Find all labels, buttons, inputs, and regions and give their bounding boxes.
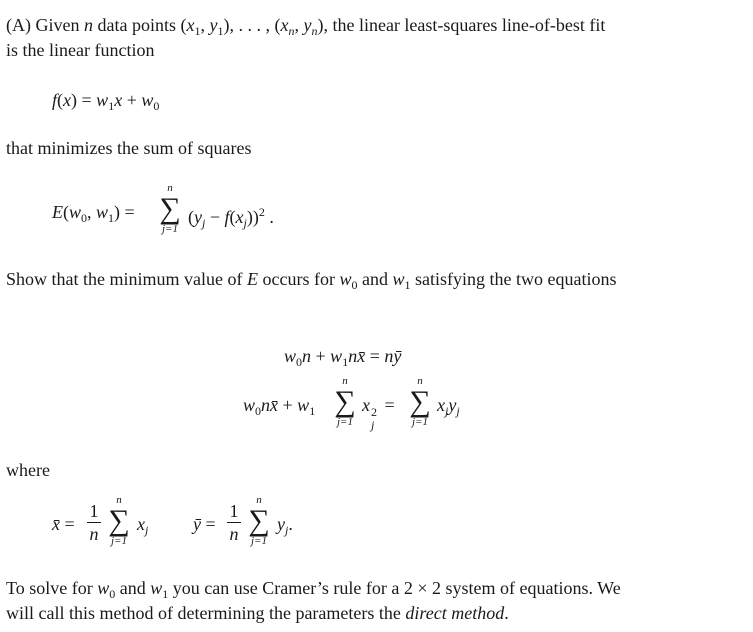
show-text: Show that the minimum value of E occurs for $w_0$ and $w_1$ satisfying the two equations [6,269,617,292]
conclusion-line-2 [6,602,509,624]
sum-symbol-ybar: n ∑ j=1 [248,494,270,547]
intro-line-2: is the linear function [6,40,155,60]
where-text: where [6,460,50,480]
equation-E-rhs: $(y_j - f(x_j))^2$ . [188,205,274,230]
xbar-fraction: 1 n [87,501,101,544]
equation-f: $f(x) = w_1x + w_0$ [52,90,160,113]
conclusion-line-2-text: will call this method of determining the parameters the [6,603,406,623]
minimizes-text: that minimizes the sum of squares [6,138,252,158]
ybar-rhs: $y_j$. [277,514,293,537]
sum-symbol-E: n ∑ j=1 [159,182,181,235]
sum-symbol-xbar: n ∑ j=1 [108,494,130,547]
xbar-lhs: x̄ = [52,514,75,534]
equation-E-lhs: $E(w_0$, $w_1$) = [52,202,135,225]
ybar-lhs: ȳ = [193,514,216,534]
direct-method-emphasis: direct method [405,603,505,623]
sum-symbol-eq2-right: n ∑ j=1 [409,375,431,428]
normal-equation-2-rhs: $x_jy_j$ [437,395,460,418]
ybar-fraction: 1 n [227,501,241,544]
conclusion-line-1: To solve for $w_0$ and $w_1$ you can use Cramer’s rule for a 2 × 2 system of equations. We [6,578,621,601]
xbar-rhs: $x_j$ [137,514,149,537]
normal-equation-2-lhs: $w_0nx̄ + w_1$ [243,395,316,418]
sum-symbol-eq2-left: n ∑ j=1 [334,375,356,428]
intro-line-1: (A) Given n data points ($x_1$, $y_1$), . . . , ($x_n$, $y_n$), the linear least-squares line-of-best fit [6,15,606,38]
conclusion-line-2-period: . [504,603,509,623]
normal-equation-2-mid: x 2 j = [362,395,395,432]
normal-equation-1: $w_0n$ + $w_1nx̄$ = nȳ [284,346,402,369]
